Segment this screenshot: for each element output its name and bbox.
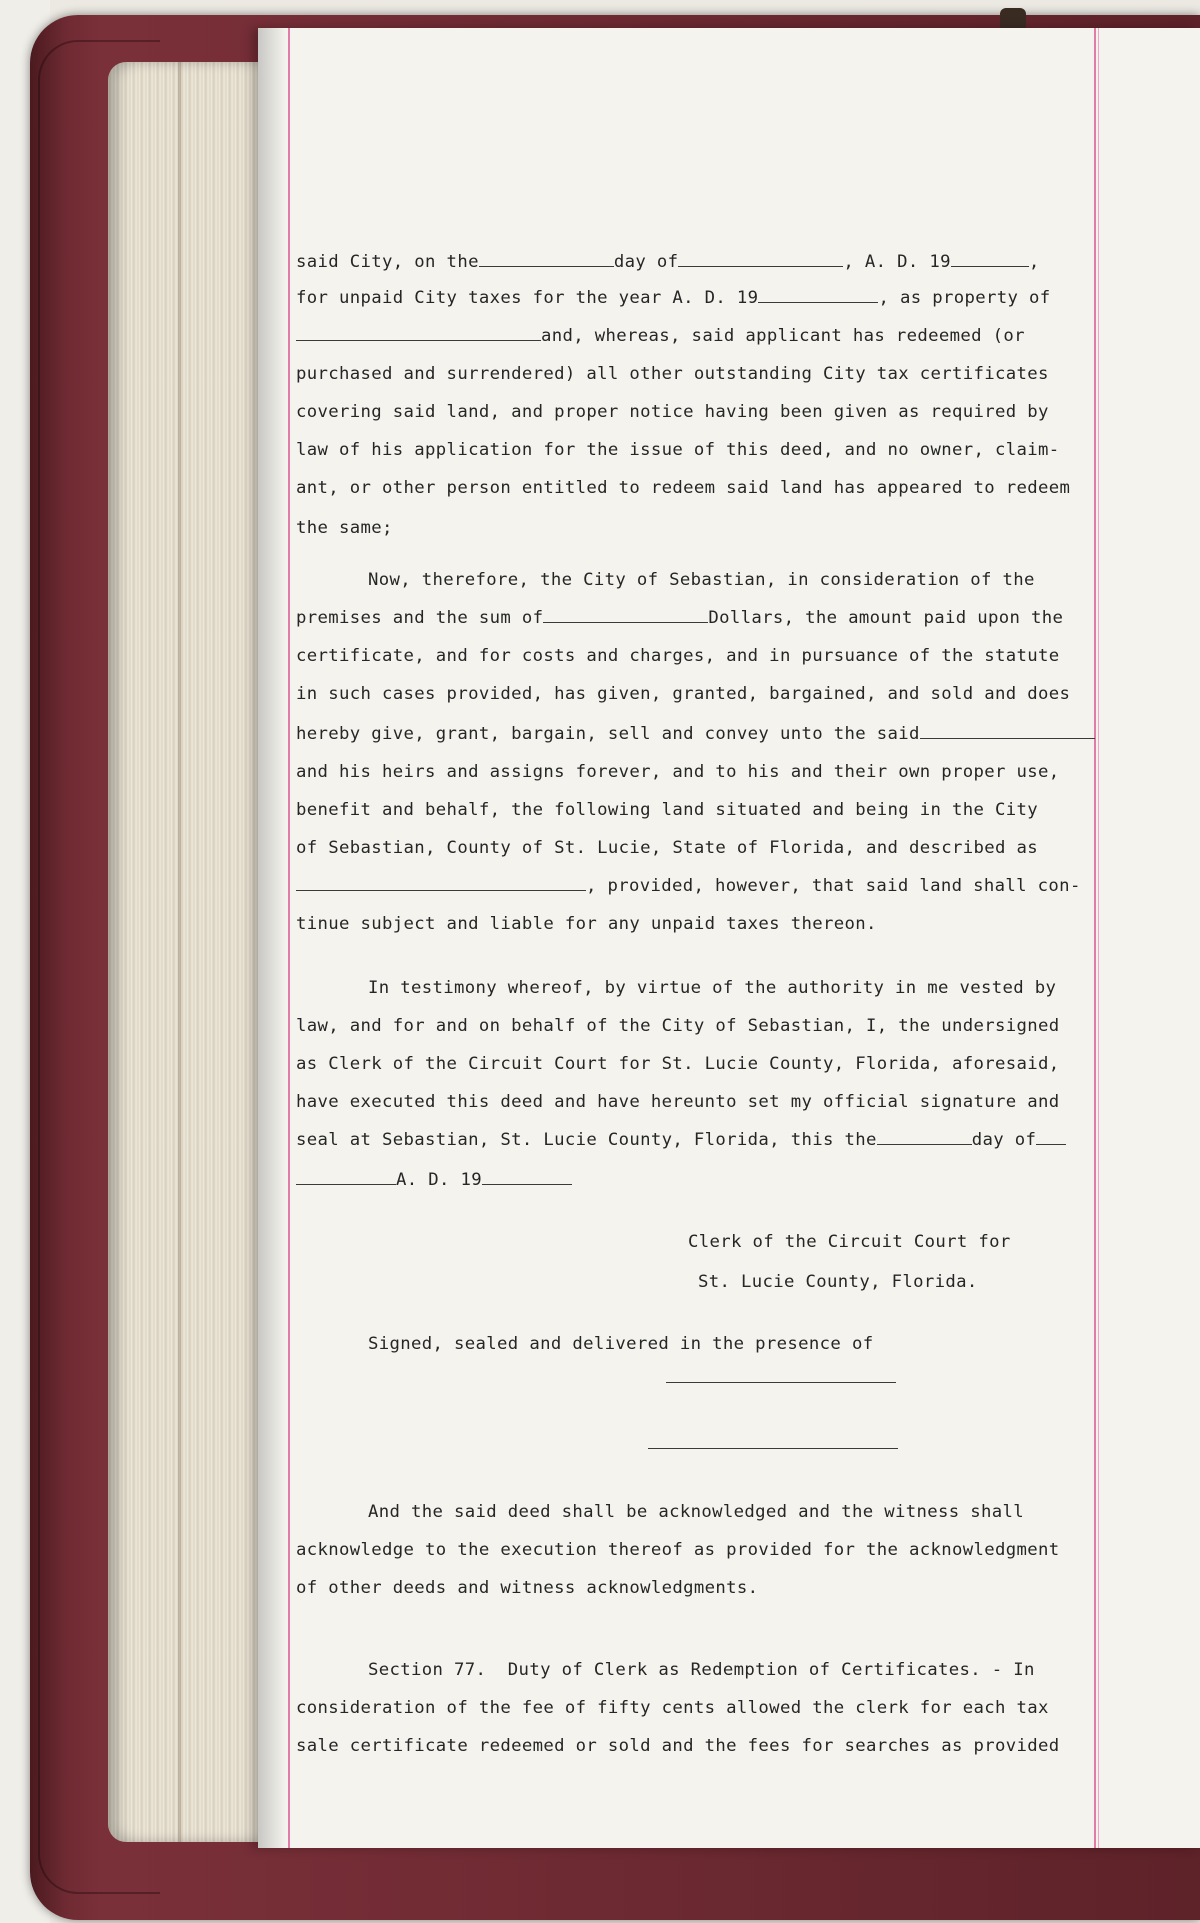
p2-line-9: , provided, however, that said land shall con- [296, 876, 1081, 896]
witness-signature-rule-1 [666, 1382, 896, 1383]
p2-line-4: in such cases provided, has given, granted, bargained, and sold and does [296, 684, 1071, 704]
p2-line-5: hereby give, grant, bargain, sell and convey unto the said [296, 724, 1095, 744]
p1-line-2: for unpaid City taxes for the year A. D. 19 , as property of [296, 288, 1051, 308]
right-margin-rule-secondary [1098, 28, 1099, 1848]
p2-line-3: certificate, and for costs and charges, and in pursuance of the statute [296, 646, 1060, 666]
p5-line-3: sale certificate redeemed or sold and the fees for searches as provided [296, 1736, 1060, 1756]
p3-line-4: have executed this deed and have hereunto set my official signature and [296, 1092, 1060, 1112]
p1-line-3: and, whereas, said applicant has redeemed (or [296, 326, 1025, 346]
p1-line-4: purchased and surrendered) all other outstanding City tax certificates [296, 364, 1049, 384]
witness-signature-rule-2 [648, 1448, 898, 1449]
p3-line-2: law, and for and on behalf of the City of Sebastian, I, the undersigned [296, 1016, 1060, 1036]
p2-line-6: and his heirs and assigns forever, and to his and their own proper use, [296, 762, 1060, 782]
left-margin-rule [288, 28, 290, 1848]
signature-line-1: Clerk of the Circuit Court for [688, 1232, 1011, 1252]
signature-line-2: St. Lucie County, Florida. [698, 1272, 978, 1292]
p5-line-1: Section 77. Duty of Clerk as Redemption of Certificates. - In [368, 1660, 1035, 1680]
p1-line-5: covering said land, and proper notice having been given as required by [296, 402, 1049, 422]
p4-line-2: acknowledge to the execution thereof as provided for the acknowledgment [296, 1540, 1060, 1560]
right-margin-rule [1094, 28, 1096, 1848]
p2-line-8: of Sebastian, County of St. Lucie, State of Florida, and described as [296, 838, 1039, 858]
p1-line-6: law of his application for the issue of this deed, and no owner, claim- [296, 440, 1060, 460]
p2-line-2: premises and the sum of Dollars, the amount paid upon the [296, 608, 1064, 628]
p3-line-1: In testimony whereof, by virtue of the authority in me vested by [368, 978, 1057, 998]
p5-line-2: consideration of the fee of fifty cents allowed the clerk for each tax [296, 1698, 1049, 1718]
p2-line-1: Now, therefore, the City of Sebastian, in consideration of the [368, 570, 1035, 590]
p4-line-3: of other deeds and witness acknowledgments. [296, 1578, 759, 1598]
p3-line-3: as Clerk of the Circuit Court for St. Lucie County, Florida, aforesaid, [296, 1054, 1060, 1074]
p1-line-1: said City, on the day of , A. D. 19 , [296, 252, 1040, 272]
p2-line-7: benefit and behalf, the following land situated and being in the City [296, 800, 1039, 820]
p3-line-6: A. D. 19 [296, 1170, 572, 1190]
page-fold-shadow [258, 28, 286, 1848]
p4-line-1: And the said deed shall be acknowledged and the witness shall [368, 1502, 1025, 1522]
witness-line: Signed, sealed and delivered in the presence of [368, 1334, 874, 1354]
p3-line-5: seal at Sebastian, St. Lucie County, Florida, this the day of [296, 1130, 1066, 1150]
p1-line-8: the same; [296, 518, 393, 538]
p2-line-10: tinue subject and liable for any unpaid taxes thereon. [296, 914, 877, 934]
p1-line-7: ant, or other person entitled to redeem said land has appeared to redeem [296, 478, 1071, 498]
